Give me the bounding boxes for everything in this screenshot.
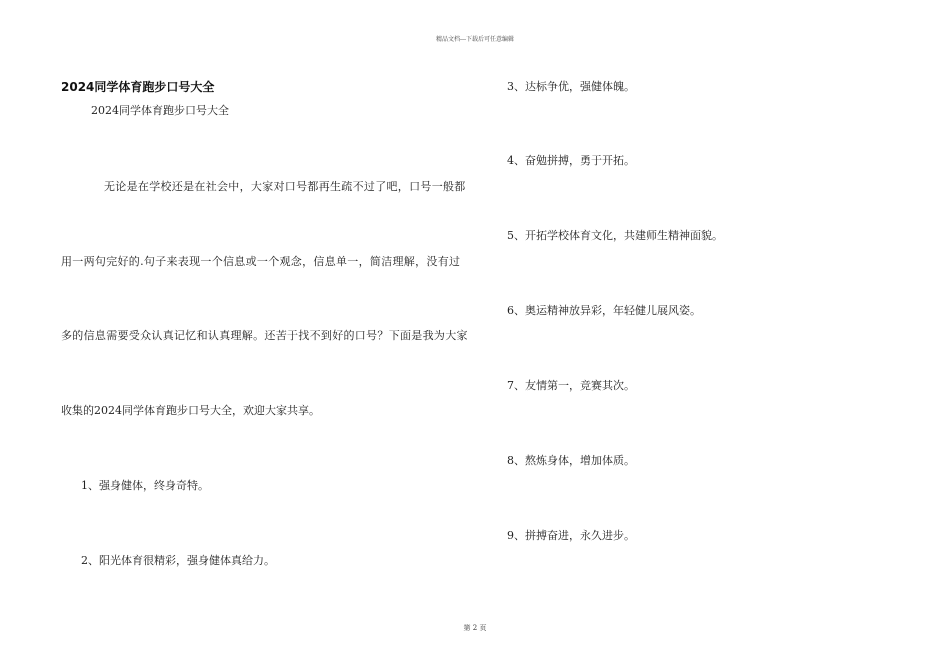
paragraph-line: 无论是在学校还是在社会中，大家对口号都再生疏不过了吧，口号一般都 <box>104 180 466 193</box>
slogan-item: 2、阳光体育很精彩，强身健体真给力。 <box>81 554 275 567</box>
slogan-item: 1、强身健体，终身奇特。 <box>81 479 209 492</box>
page-number: 第 2 页 <box>463 624 487 632</box>
document-subtitle: 2024同学体育跑步口号大全 <box>91 104 229 117</box>
paragraph-line: 用一两句完好的.句子来表现一个信息或一个观念，信息单一，简洁理解，没有过 <box>61 255 461 268</box>
document-title: 2024同学体育跑步口号大全 <box>61 80 215 94</box>
slogan-item: 7、友情第一，竞赛其次。 <box>507 379 635 392</box>
slogan-item: 3、达标争优，强健体魄。 <box>507 80 635 93</box>
slogan-item: 8、熬炼身体，增加体质。 <box>507 454 635 467</box>
paragraph-line: 多的信息需要受众认真记忆和认真理解。还苦于找不到好的口号？下面是我为大家 <box>61 329 468 342</box>
slogan-item: 5、开拓学校体育文化，共建师生精神面貌。 <box>507 229 723 242</box>
slogan-item: 4、奋勉拼搏，勇于开拓。 <box>507 154 635 167</box>
slogan-item: 6、奥运精神放异彩，年轻健儿展风姿。 <box>507 304 701 317</box>
paragraph-line: 收集的2024同学体育跑步口号大全，欢迎大家共享。 <box>61 404 320 417</box>
header-note: 精品文档---下载后可任意编辑 <box>435 36 515 43</box>
slogan-item: 9、拼搏奋进，永久进步。 <box>507 529 635 542</box>
